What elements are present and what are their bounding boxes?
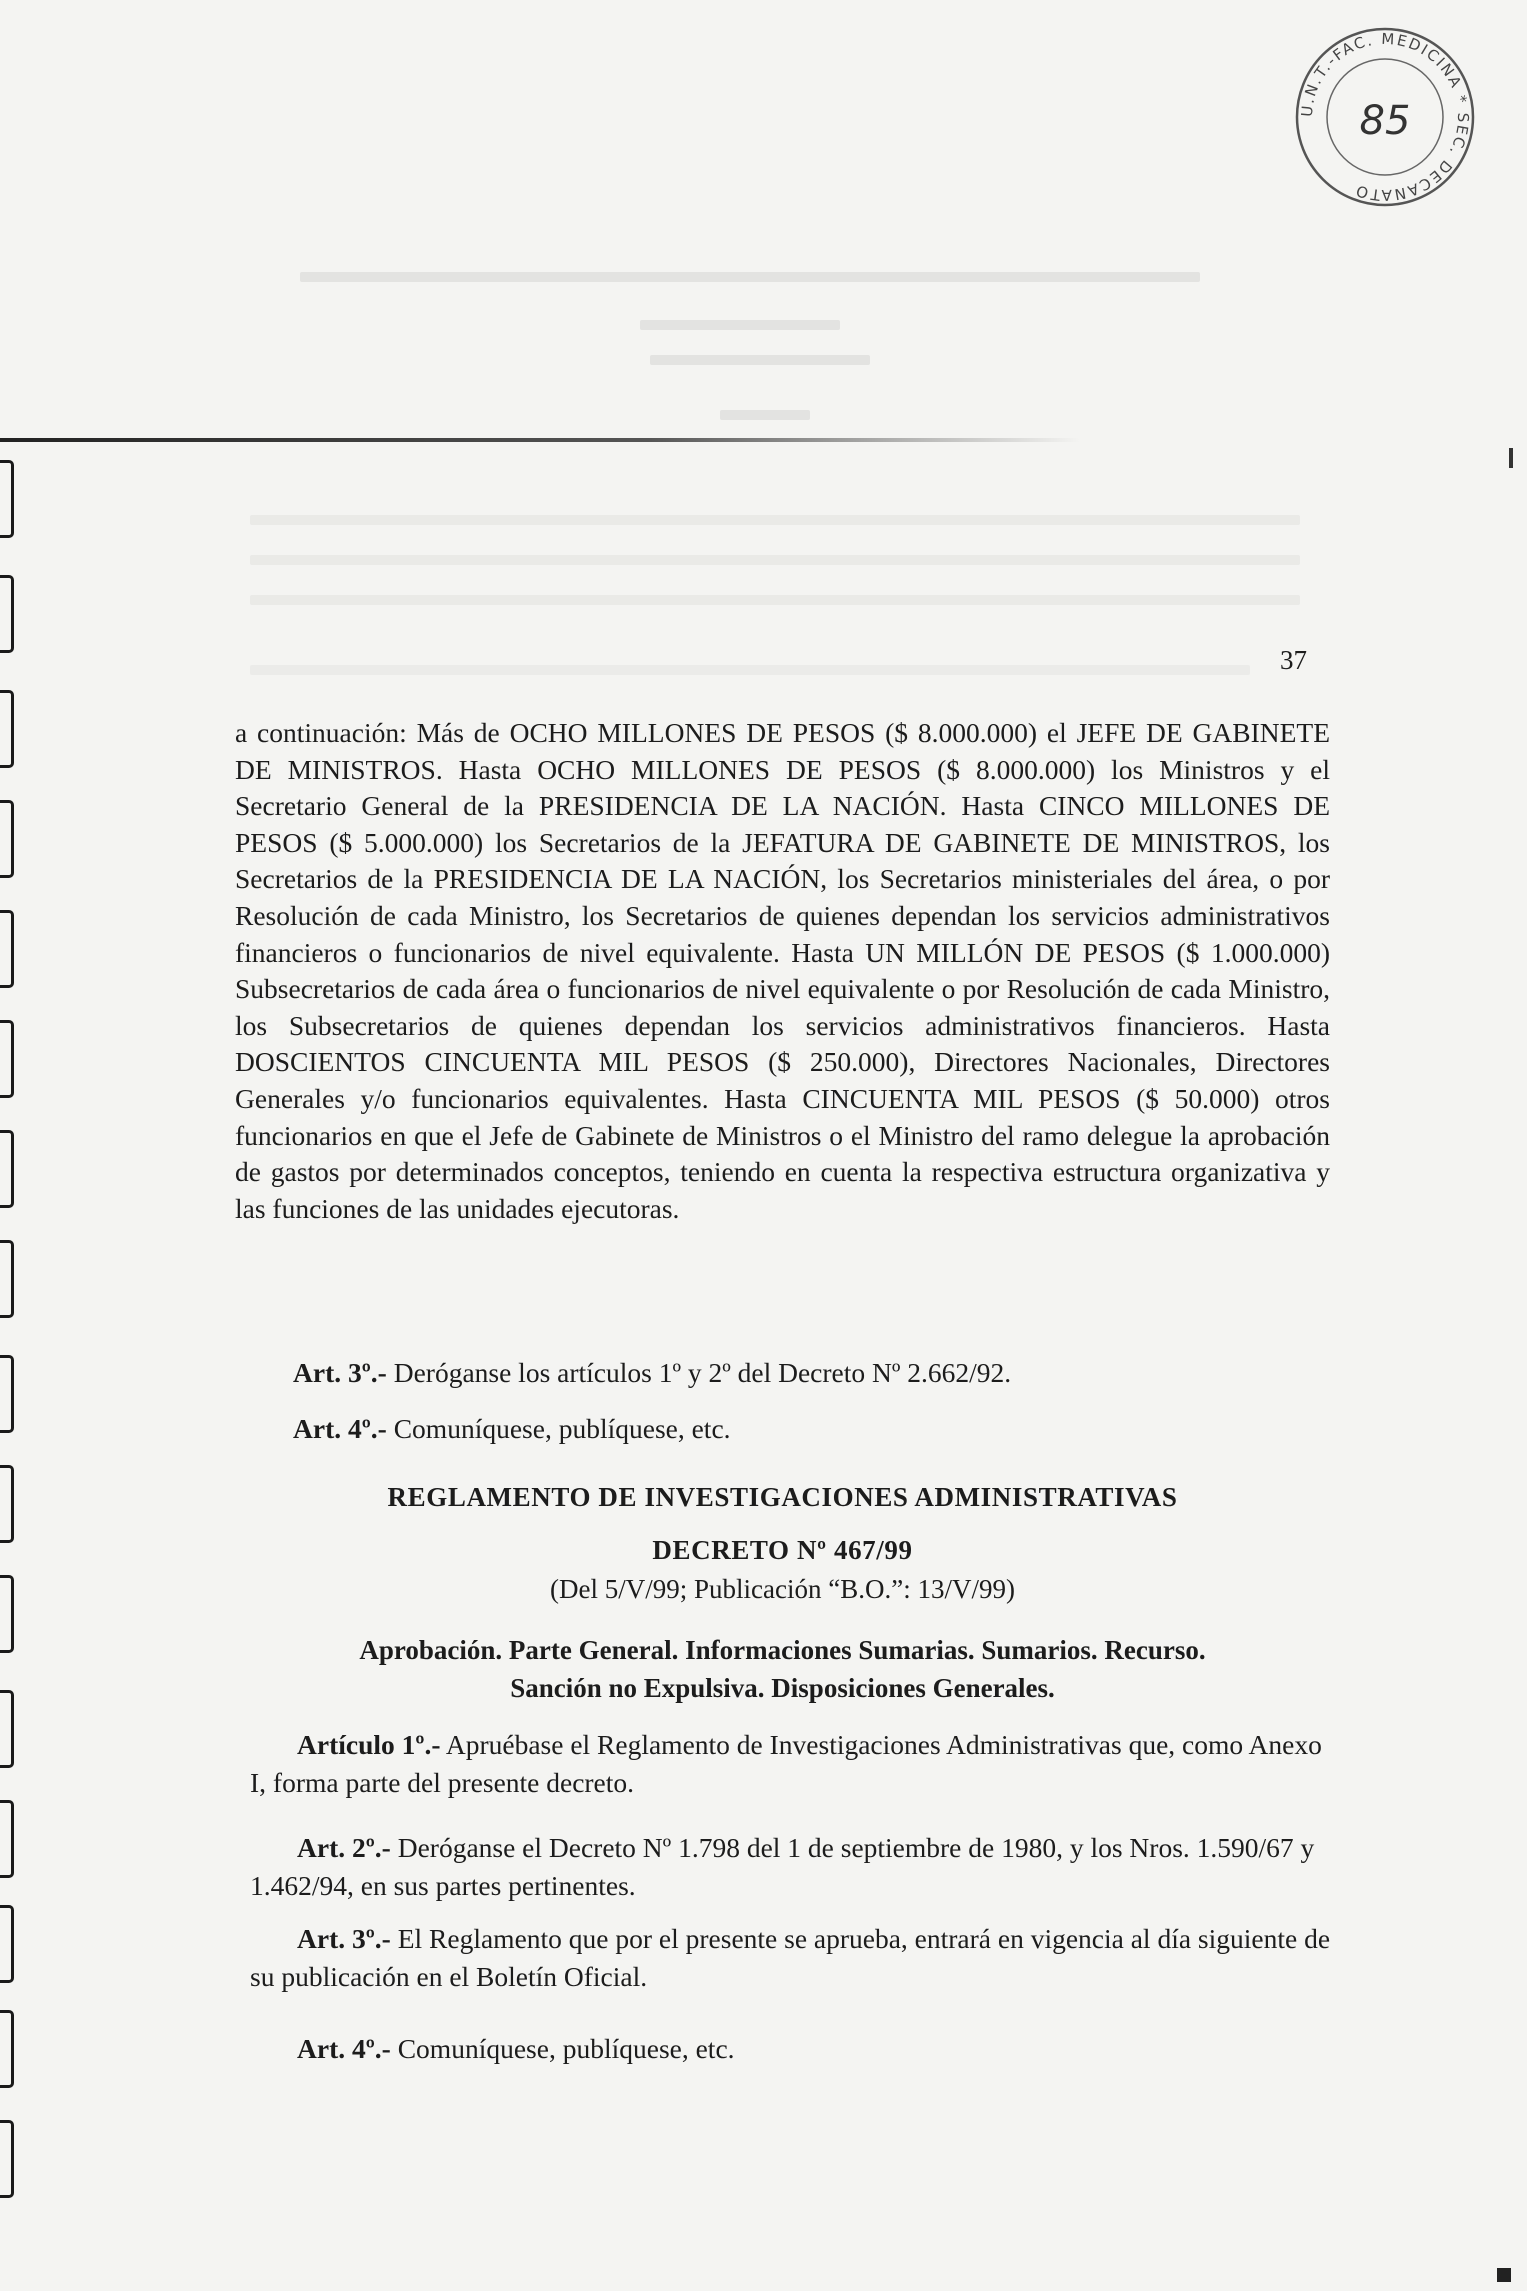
binding-ring bbox=[0, 1575, 14, 1653]
first-decree-article-4 bbox=[293, 1413, 731, 1445]
bleed-through-line bbox=[250, 555, 1300, 565]
bleed-through-line bbox=[250, 515, 1300, 525]
article-text: Deróganse los artículos 1º y 2º del Decreto Nº 2.662/92. bbox=[386, 1357, 1012, 1388]
binding-ring bbox=[0, 1240, 14, 1318]
seal-ring-text: U.N.T.-FAC. MEDICINA * SEC. DECANATO bbox=[1297, 29, 1473, 205]
bleed-through-line bbox=[650, 355, 870, 365]
seal-number: 85 bbox=[1359, 98, 1411, 144]
binding-ring bbox=[0, 2120, 14, 2198]
article-text: Comuníquese, publíquese, etc. bbox=[386, 1413, 731, 1444]
binding-ring bbox=[0, 1465, 14, 1543]
article-text: Deróganse el Decreto Nº 1.798 del 1 de septiembre de 1980, y los Nros. 1.590/67 y 1.462/94, en sus partes pertinentes. bbox=[250, 1832, 1315, 1901]
binding-ring bbox=[0, 1905, 14, 1983]
summary-line-2: Sanción no Expulsiva. Disposiciones Generales. bbox=[510, 1673, 1055, 1703]
binding-ring bbox=[0, 1800, 14, 1878]
continuation-paragraph: a continuación: Más de OCHO MILLONES DE PESOS ($ 8.000.000) el JEFE DE GABINETE DE MINISTROS. Hasta OCHO MILLONES DE PESOS ($ 8.000.000) los Ministros y el Secretario General de la PRESIDENCIA DE LA NACIÓN. Hasta CINCO MILLONES DE PESOS ($ 5.000.000) los Secretarios de la JEFATURA DE GABINETE DE MINISTROS, los Secretarios de la PRESIDENCIA DE LA NACIÓN, los Secretarios ministeriales del área, o por Resolución de cada Ministro, los Secretarios de quienes dependan los servicios administrativos financieros o funcionarios de nivel equivalente. Hasta UN MILLÓN DE PESOS ($ 1.000.000) Subsecretarios de cada área o funcionarios de nivel equivalente o por Resolución de cada Ministro, los Subsecretarios de quienes dependan los servicios administrativos financieros. Hasta DOSCIENTOS CINCUENTA MIL PESOS ($ 250.000), Directores Nacionales, Directores Generales y/o funcionarios equivalentes. Hasta CINCUENTA MIL PESOS ($ 50.000) otros funcionarios en que el Jefe de Gabinete de Ministros o el Ministro del ramo delegue la aprobación de gastos por determinados conceptos, teniendo en cuenta la respectiva estructura organizativa y las funciones de las unidades ejecutoras. bbox=[235, 717, 1330, 1224]
binding-ring bbox=[0, 460, 14, 538]
article-4 bbox=[250, 2030, 1335, 2068]
article-text: El Reglamento que por el presente se aprueba, entrará en vigencia al día siguiente de su publicación en el Boletín Oficial. bbox=[250, 1923, 1331, 1992]
article-label: Artículo 1º.- bbox=[297, 1729, 441, 1760]
publication-line: (Del 5/V/99; Publicación “B.O.”: 13/V/99) bbox=[550, 1574, 1015, 1604]
binding-ring bbox=[0, 1690, 14, 1768]
article-text: Apruébase el Reglamento de Investigaciones Administrativas que, como Anexo I, forma parte del presente decreto. bbox=[250, 1729, 1322, 1798]
section-title: REGLAMENTO DE INVESTIGACIONES ADMINISTRATIVAS bbox=[387, 1482, 1178, 1512]
summary-line-1: Aprobación. Parte General. Informaciones Sumarias. Sumarios. Recurso. bbox=[359, 1635, 1206, 1665]
article-label: Art. 3º.- bbox=[297, 1923, 391, 1954]
binding-ring bbox=[0, 910, 14, 988]
edge-mark bbox=[1509, 448, 1513, 468]
bleed-through-line bbox=[720, 410, 810, 420]
first-decree-article-3 bbox=[293, 1357, 1011, 1389]
article-2 bbox=[250, 1829, 1335, 1905]
corner-mark bbox=[1497, 2268, 1511, 2282]
bleed-through-line bbox=[640, 320, 840, 330]
bleed-through-line bbox=[250, 595, 1300, 605]
article-label: Art. 4º.- bbox=[293, 1413, 387, 1444]
continuation-block bbox=[235, 715, 1330, 1227]
bleed-through-line bbox=[250, 665, 1250, 675]
article-3 bbox=[250, 1920, 1335, 1996]
decree-number: DECRETO Nº 467/99 bbox=[652, 1535, 913, 1565]
fold-line bbox=[0, 438, 1080, 442]
faculty-seal-stamp bbox=[1290, 22, 1480, 212]
binding-ring bbox=[0, 1020, 14, 1098]
article-label: Art. 3º.- bbox=[293, 1357, 387, 1388]
article-1 bbox=[250, 1726, 1335, 1802]
binding-ring bbox=[0, 1130, 14, 1208]
article-label: Art. 4º.- bbox=[297, 2033, 391, 2064]
binding-ring bbox=[0, 2010, 14, 2088]
binding-ring bbox=[0, 575, 14, 653]
article-label: Art. 2º.- bbox=[297, 1832, 391, 1863]
binding-ring bbox=[0, 690, 14, 768]
bleed-through-line bbox=[300, 272, 1200, 282]
page-number: 37 bbox=[1280, 645, 1307, 675]
binding-ring bbox=[0, 800, 14, 878]
seal-icon bbox=[1290, 22, 1480, 212]
binding-ring bbox=[0, 1355, 14, 1433]
article-text: Comuníquese, publíquese, etc. bbox=[390, 2033, 735, 2064]
